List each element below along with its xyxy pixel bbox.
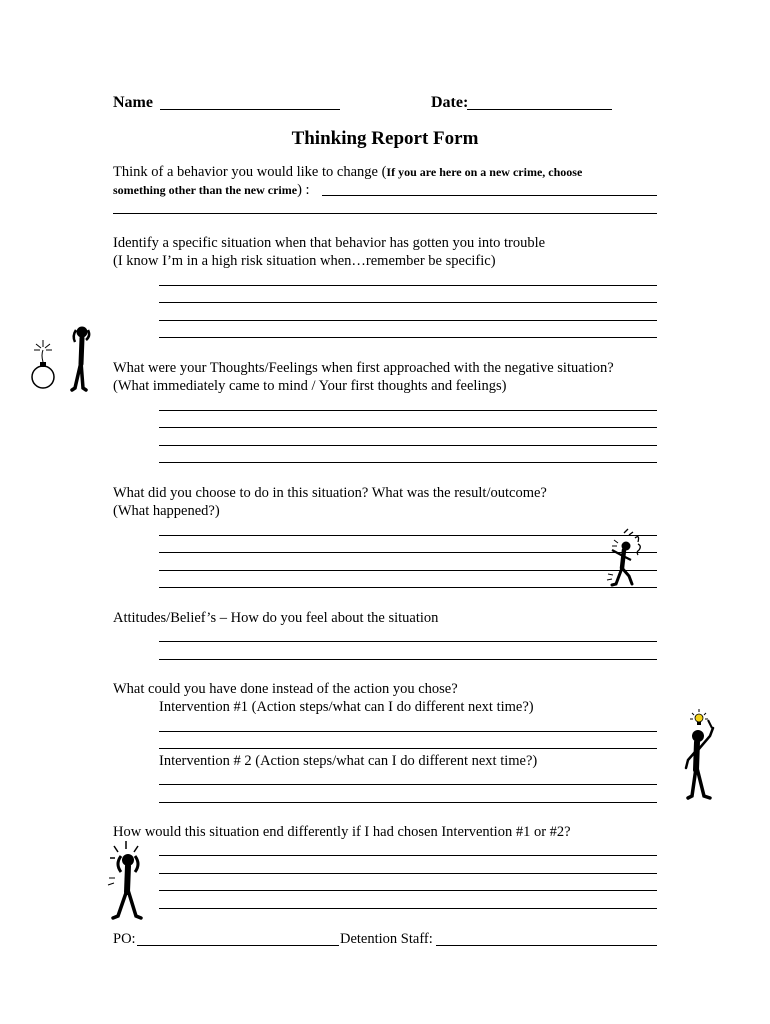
behavior-answer-line[interactable]	[322, 195, 657, 196]
intervention-2-prompt: Intervention # 2 (Action steps/what can I do different next time?)	[159, 753, 538, 769]
situation-hint: (I know I’m in a high risk situation when…remember be specific)	[113, 253, 496, 269]
situation-answer-line[interactable]	[159, 337, 657, 338]
action-answer-line[interactable]	[159, 552, 657, 553]
date-field[interactable]	[467, 109, 612, 110]
situation-answer-line[interactable]	[159, 285, 657, 286]
name-label: Name	[113, 94, 153, 111]
outcome-answer-line[interactable]	[159, 908, 657, 909]
intervention-1-answer-line[interactable]	[159, 748, 657, 749]
action-hint: (What happened?)	[113, 503, 220, 519]
situation-prompt: Identify a specific situation when that behavior has gotten you into trouble	[113, 235, 546, 251]
thoughts-answer-line[interactable]	[159, 462, 657, 463]
outcome-answer-line[interactable]	[159, 873, 657, 874]
action-prompt: What did you choose to do in this situation? What was the result/outcome?	[113, 485, 547, 501]
behavior-note-cont: something other than the new crime	[113, 183, 298, 197]
attitudes-prompt: Attitudes/Belief’s – How do you feel about the situation	[113, 610, 439, 626]
staff-label: Detention Staff:	[340, 931, 433, 947]
attitudes-answer-line[interactable]	[159, 641, 657, 642]
intervention-2-answer-line[interactable]	[159, 802, 657, 803]
behavior-prompt-end: ) :	[297, 182, 310, 198]
situation-answer-line[interactable]	[159, 320, 657, 321]
behavior-prompt-cont	[113, 181, 310, 199]
bomb-stick-figure-icon	[28, 322, 100, 394]
behavior-note: If you are here on a new crime, choose	[386, 165, 583, 179]
alternatives-prompt: What could you have done instead of the action you chose?	[113, 681, 458, 697]
intervention-1-answer-line[interactable]	[159, 731, 657, 732]
date-label: Date:	[431, 94, 469, 111]
thoughts-answer-line[interactable]	[159, 427, 657, 428]
action-answer-line[interactable]	[159, 535, 657, 536]
thoughts-hint: (What immediately came to mind / Your first thoughts and feelings)	[113, 378, 507, 394]
dizzy-stick-figure-icon	[602, 528, 652, 588]
po-label: PO:	[113, 931, 136, 947]
behavior-prompt	[113, 163, 582, 181]
page-title: Thinking Report Form	[291, 128, 479, 149]
action-answer-line[interactable]	[159, 587, 657, 588]
outcome-answer-line[interactable]	[159, 855, 657, 856]
situation-answer-line[interactable]	[159, 302, 657, 303]
outcome-prompt: How would this situation end differently if I had chosen Intervention #1 or #2?	[113, 824, 571, 840]
name-field[interactable]	[160, 109, 340, 110]
worried-stick-figure-icon	[104, 838, 152, 922]
staff-signature-field[interactable]	[436, 945, 657, 946]
outcome-answer-line[interactable]	[159, 890, 657, 891]
intervention-2-answer-line[interactable]	[159, 784, 657, 785]
po-signature-field[interactable]	[137, 945, 339, 946]
idea-stick-figure-icon	[682, 708, 722, 803]
thoughts-answer-line[interactable]	[159, 445, 657, 446]
attitudes-answer-line[interactable]	[159, 659, 657, 660]
behavior-prompt-text: Think of a behavior you would like to change (	[113, 164, 387, 180]
intervention-1-prompt: Intervention #1 (Action steps/what can I do different next time?)	[159, 699, 534, 715]
behavior-answer-line[interactable]	[113, 213, 657, 214]
thoughts-answer-line[interactable]	[159, 410, 657, 411]
thoughts-prompt: What were your Thoughts/Feelings when first approached with the negative situation?	[113, 360, 614, 376]
action-answer-line[interactable]	[159, 570, 657, 571]
